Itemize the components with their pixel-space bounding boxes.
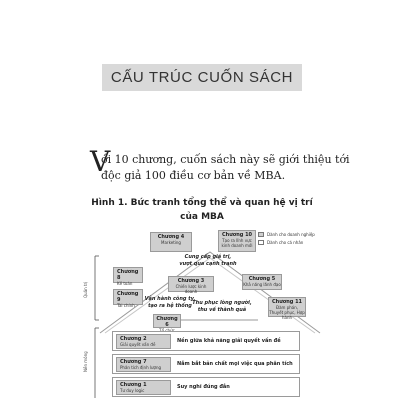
chapter-2-box: [116, 334, 171, 349]
chapter-name: Chương 5: [248, 276, 276, 282]
chapter-11-box: [268, 297, 306, 320]
chapter-subject: Marketing: [161, 240, 181, 245]
foundation-row: [112, 354, 300, 374]
phrase-value: [168, 254, 248, 268]
foundation-row-text: Nắm bắt bản chất mọi việc qua phân tích: [177, 361, 293, 367]
foundation-row-text: Suy nghĩ đúng đắn: [177, 384, 230, 390]
legend: [258, 230, 315, 246]
chapter-subject: Phân tích định lượng: [120, 365, 162, 370]
chapter-8-box: [113, 267, 143, 286]
foundation-row: [112, 331, 300, 351]
chapter-name: Chương 4: [157, 234, 185, 240]
chapter-4-box: [150, 232, 192, 252]
phrase-operate: [140, 296, 200, 310]
phrase-win-hearts: [192, 300, 252, 314]
chapter-9-box: [113, 289, 143, 308]
chapter-3-box: [168, 276, 214, 292]
chapter-subject: Tư duy logic: [120, 388, 145, 393]
chapter-name: Chương 6: [156, 316, 178, 328]
chapter-subject: Tài chính: [117, 303, 135, 308]
book-structure-title: CẤU TRÚC CUỐN SÁCH: [102, 64, 302, 91]
legend-swatch-gray: [258, 232, 264, 237]
phrase-line: Thu phục lòng người,: [192, 300, 252, 306]
chapter-7-box: [116, 357, 171, 372]
phrase-line: Cung cấp giá trị,: [184, 254, 232, 260]
chapter-name: Chương 3: [177, 278, 205, 284]
chapter-name: Chương 10: [221, 232, 253, 238]
figure-title-line-2: của MBA: [180, 212, 224, 222]
phrase-line: tạo ra hệ thống: [148, 303, 192, 309]
legend-label: Dành cho cá nhân: [267, 239, 304, 245]
legend-item-business: [258, 230, 315, 238]
chapter-6-box: [153, 314, 181, 328]
chapter-subject: Khả năng lãnh đạo: [243, 282, 281, 287]
side-label-upper: Quản trị: [83, 281, 88, 298]
chapter-subject: Chiến lược kinh doanh: [175, 284, 207, 294]
legend-swatch-white: [258, 240, 264, 245]
legend-label: Dành cho doanh nghiệp: [267, 231, 315, 237]
chapter-name: Chương 8: [117, 269, 139, 281]
foundation-row: [112, 377, 300, 397]
chapter-name: Chương 9: [117, 291, 139, 303]
chapter-1-box: [116, 380, 171, 395]
foundation-row-text: Nền giữa khả năng giải quyết vấn đề: [177, 338, 281, 344]
intro-line-1: ới 10 chương, cuốn sách này sẽ giới thiệu tới: [101, 153, 350, 166]
chapter-name: Chương 1: [120, 382, 147, 388]
chapter-name: Chương 11: [271, 299, 303, 305]
legend-item-individual: [258, 238, 315, 246]
chapter-name: Chương 7: [120, 359, 147, 365]
phrase-line: thu về thành quả: [197, 307, 247, 313]
chapter-10-box: [218, 230, 256, 252]
chapter-name: Chương 2: [120, 336, 147, 342]
chapter-subject: Tạo ra lĩnh vực kinh doanh mới: [221, 238, 253, 248]
side-label-lower: Nền móng: [83, 351, 88, 372]
figure-title-line-1: Hình 1. Bức tranh tổng thể và quan hệ vị trí: [91, 198, 313, 208]
chapter-subject: Đàm phán, Thuyết phục, Hợp hành: [269, 305, 305, 320]
phrase-line: vượt qua cạnh tranh: [179, 261, 237, 267]
chapter-subject: Giải quyết vấn đề: [120, 342, 156, 347]
intro-line-2: độc giả 100 điều cơ bản về MBA.: [101, 169, 286, 182]
drop-cap: V: [90, 145, 111, 178]
phrase-line: Vận hành công ty,: [144, 296, 196, 302]
chapter-subject: Kế toán: [117, 281, 133, 286]
chapter-5-box: [242, 274, 282, 290]
